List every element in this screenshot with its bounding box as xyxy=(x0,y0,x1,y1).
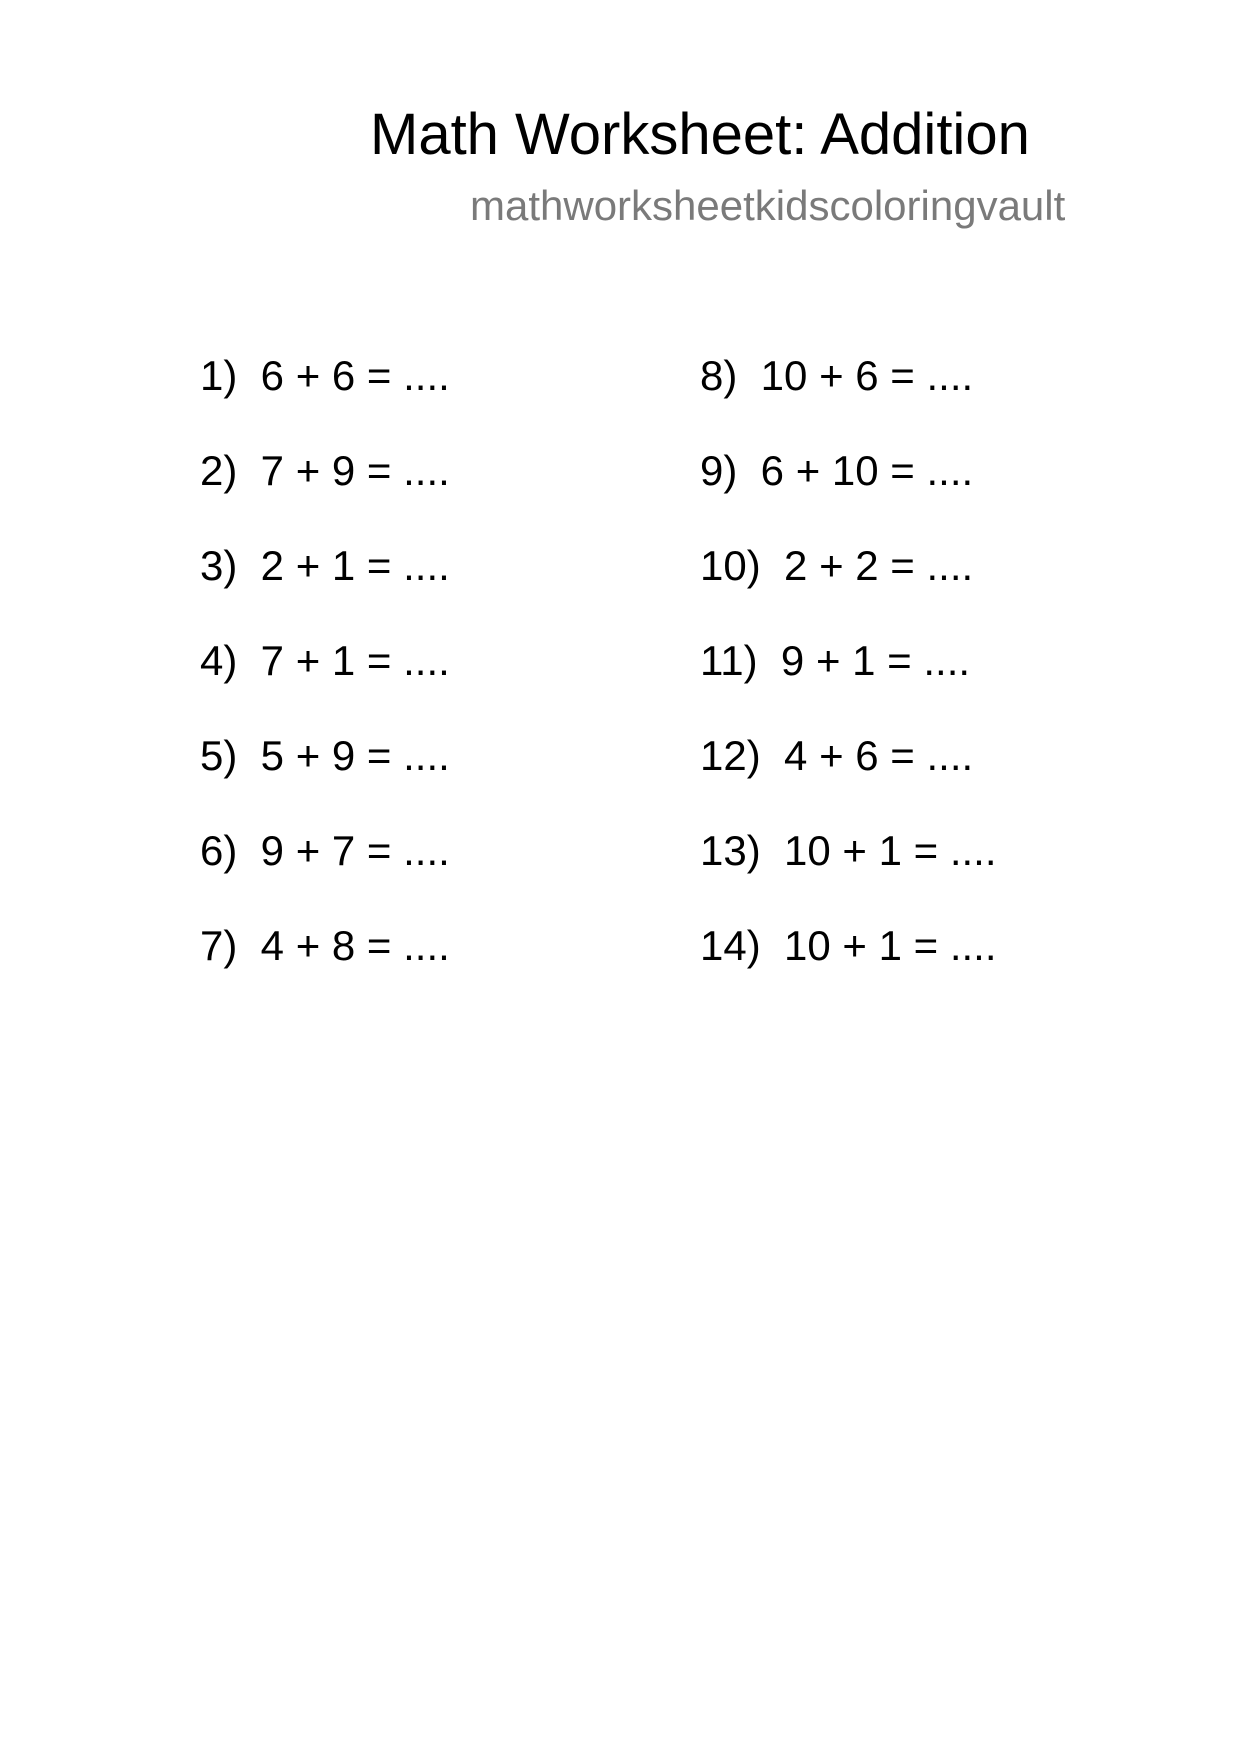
problem-column-left xyxy=(200,350,450,1015)
problem-item: 12) 4 + 6 = .... xyxy=(700,732,974,779)
page-subtitle: mathworksheetkidscoloringvault xyxy=(470,182,1066,229)
problem-item: 1) 6 + 6 = .... xyxy=(200,352,450,399)
problem-item: 2) 7 + 9 = .... xyxy=(200,447,450,494)
problem-item: 5) 5 + 9 = .... xyxy=(200,732,450,779)
problem-item: 14) 10 + 1 = .... xyxy=(700,922,997,969)
problem-item: 9) 6 + 10 = .... xyxy=(700,447,974,494)
problem-item: 3) 2 + 1 = .... xyxy=(200,542,450,589)
problem-item: 13) 10 + 1 = .... xyxy=(700,827,997,874)
problem-item: 11) 9 + 1 = .... xyxy=(700,637,971,684)
problem-item: 8) 10 + 6 = .... xyxy=(700,352,974,399)
problem-item: 6) 9 + 7 = .... xyxy=(200,827,450,874)
problem-item: 4) 7 + 1 = .... xyxy=(200,637,450,684)
page-title: Math Worksheet: Addition xyxy=(370,102,1030,167)
problem-column-right xyxy=(700,350,997,1015)
problem-item: 10) 2 + 2 = .... xyxy=(700,542,974,589)
problem-item: 7) 4 + 8 = .... xyxy=(200,922,450,969)
